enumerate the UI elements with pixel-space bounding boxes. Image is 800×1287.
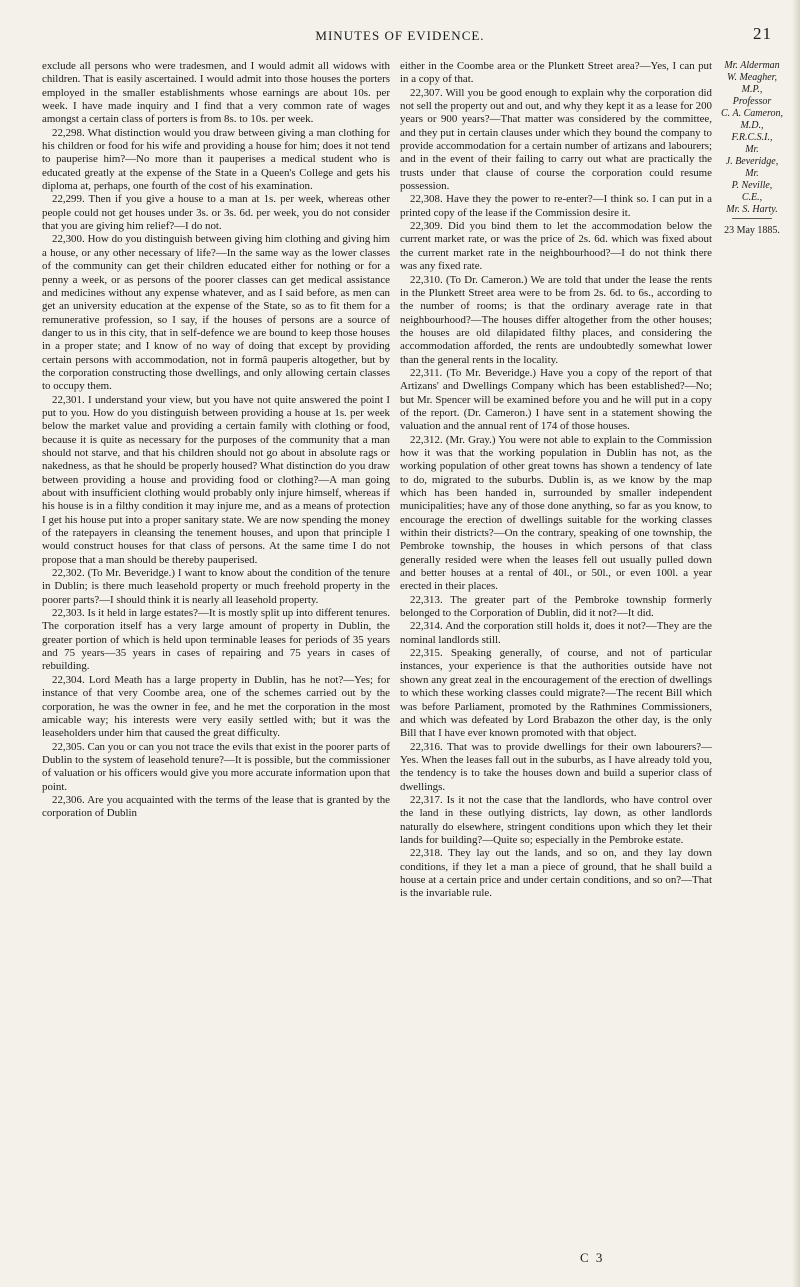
sidenote-line: Mr. bbox=[745, 168, 759, 179]
paragraph: 22,308. Have they the power to re-enter?—I think so. I can put in a printed copy of the lease if the Commission desire it. bbox=[400, 193, 712, 219]
sidenote-line: J. Beveridge, bbox=[725, 156, 779, 167]
paragraph: 22,303. Is it held in large estates?—It is mostly split up into different tenures. The corporation itself has a very large amount of property in Dublin, the greater portion of which is held upon terminable leases for periods of 35 years and 75 years—35 years in cases of repairing and 75 years in cases of rebuilding. bbox=[42, 607, 390, 673]
paragraph: 22,302. (To Mr. Beveridge.) I want to know about the condition of the tenure in Dublin; is there much leasehold property or much freehold property in the poorer parts?—I should think it is nearly all leasehold property. bbox=[42, 567, 390, 606]
paragraph: either in the Coombe area or the Plunkett Street area?—Yes, I can put in a copy of that. bbox=[400, 60, 712, 86]
sidenote-line: Mr. S. Harty. bbox=[726, 204, 778, 215]
sidenote-line: Mr. Alderman bbox=[724, 60, 780, 71]
paragraph: 22,317. Is it not the case that the landlords, who have control over the land in these outlying districts, lay down, as other landlords naturally do elsewhere, stringent conditions upon which they let their lands for building?—Quite so; especially in the Pembroke estate. bbox=[400, 793, 712, 846]
paragraph: 22,310. (To Dr. Cameron.) We are told that under the lease the rents in the Plunkett Street area were to be from 2s. 6d. to 6s., according to the number of rooms; is that the ordinary average rate in that neighbourhood?—The houses differ altogether from the other houses; the houses are old dilapidated filthy places, and considering the accommodation afforded, the rents are undoubtedly somewhat lower than the general rents in the locality. bbox=[400, 273, 712, 366]
paragraph: 22,306. Are you acquainted with the terms of the lease that is granted by the corporation of Dublin bbox=[42, 793, 390, 820]
paragraph: 22,316. That was to provide dwellings for their own labourers?—Yes. When the leases fall out in the suburbs, as I have already told you, the tendency is to take the houses down and build a superior class of dwellings. bbox=[400, 740, 712, 793]
sidenote-rule bbox=[732, 218, 772, 219]
sidenote-line: M.D., bbox=[740, 120, 764, 131]
paragraph: 22,311. (To Mr. Beveridge.) Have you a copy of the report of that Artizans' and Dwellings Company which has been established?—No; but Mr. Spencer will be examined before you and he will put in a copy of the report. (Dr. Cameron.) I have sent in a statement showing the valuation and the annual rent of 174 of those houses. bbox=[400, 366, 712, 433]
running-header bbox=[0, 24, 800, 48]
witness-sidenote bbox=[716, 60, 788, 237]
sidenote-line: Mr. bbox=[745, 144, 759, 155]
sidenote-line: C.E., bbox=[741, 192, 763, 203]
paragraph: 22,300. How do you distinguish between giving him clothing and giving him a house, or any other necessary of life?—In the same way as the lower classes of the community can get their children educated either for nothing or for a penny a week, or as persons of the poorer classes can get medical assistance and medicines without any expense whatever, and as I said before, as men can get an university education at the expense of the State, so as to fit them for a remunerative profession, so I say, if the houses of persons are a source of danger to us in this city, that in self-defence we are bound to keep those houses in a proper state; and I know of no way of doing that except by providing certain persons with accommodation, not in formâ pauperis altogether, but by the corporation constructing those dwellings, and only allowing certain classes to occupy them. bbox=[42, 233, 390, 393]
left-column bbox=[42, 60, 390, 821]
paragraph: exclude all persons who were tradesmen, and I would admit all widows with children. That is easily ascertained. I would admit into those houses the porters employed in the smaller establishments whose earnings are about 10s. per week. I have made inquiry and I find that a very common rate of wages amongst a certain class of porters is from 8s. to 10s. per week. bbox=[42, 60, 390, 126]
sidenote-line: P. Neville, bbox=[731, 180, 773, 191]
paragraph: 22,298. What distinction would you draw between giving a man clothing for his children or food for his wife and providing a house for him; does it not tend to pauperise him?—No more than it pauperises a medical student who is educated greatly at the expense of the State in a Queen's College and gets his diploma at, perhaps, one fourth of the cost of his examination. bbox=[42, 126, 390, 193]
paragraph: 22,301. I understand your view, but you have not quite answered the point I put to you. How do you distinguish between providing a house at 1s. per week below the market value and providing a certain family with clothing or food, because it is quite as necessary for the purposes of the community that a man should not starve, and that his children should not go about in absolute rags or nakedness, as that he should be properly housed? What distinction do you draw between providing a house and providing food or clothing?—A man going about with insufficient clothing would probably only injure himself, whereas if his house is in a filthy condition it may injure me, and as a means of protection I get his house put into a proper sanitary state. We are now spending the money of the ratepayers in cleansing the tenement houses, and upon that principle I would construct houses for that class of persons. At the same time I do not propose that a man should be thereby pauperised. bbox=[42, 393, 390, 566]
page-edge-shadow bbox=[792, 0, 800, 1287]
paragraph: 22,304. Lord Meath has a large property in Dublin, has he not?—Yes; for instance of that very Coombe area, one of the schemes carried out by the corporation, he was the owner in fee, and he met the corporation in the most amicable way; his interests were very easily settled with; but it was the leaseholders under him that caused the great difficulty. bbox=[42, 673, 390, 740]
page-title: MINUTES OF EVIDENCE. bbox=[315, 28, 485, 43]
sidenote-line: C. A. Cameron, bbox=[721, 108, 783, 119]
page-number: 21 bbox=[753, 24, 772, 43]
paragraph: 22,315. Speaking generally, of course, and not of particular instances, your experience is that the authorities outside have not shown any great zeal in the encouragement of the erection of dwellings to which these working classes could migrate?—The recent Bill which was before Parliament, promoted by the Rathmines Commissioners, and which was defeated by Lord Brabazon the other day, is the only Bill that I have ever known promoted with that object. bbox=[400, 647, 712, 740]
sidenote-line: W. Meagher, bbox=[727, 72, 777, 83]
paragraph: 22,314. And the corporation still holds it, does it not?—They are the nominal landlords still. bbox=[400, 620, 712, 646]
sidenote-line: F.R.C.S.I., bbox=[731, 132, 773, 143]
right-column bbox=[400, 60, 712, 901]
sidenote-line: M.P., bbox=[741, 84, 763, 95]
paragraph: 22,307. Will you be good enough to explain why the corporation did not sell the property out and out, and why they kept it as a lease for 200 years or 900 years?—That matter was considered by the committee, and they put in certain clauses under which they bound the company to provide accommodation for a certain number of artizans and labourers; and in the event of their failing to carry out what are practically the trusts under that clause of course the corporation could resume possession. bbox=[400, 86, 712, 193]
paragraph: 22,313. The greater part of the Pembroke township formerly belonged to the Corporation of Dublin, did it not?—It did. bbox=[400, 593, 712, 620]
sidenote-date: 23 May 1885. bbox=[724, 225, 780, 236]
signature-mark: C 3 bbox=[580, 1250, 605, 1265]
paragraph: 22,312. (Mr. Gray.) You were not able to explain to the Commission how it was that the working population in Dublin has not, as the working population of other great towns has shown a tendency of late to do, migrated to the suburbs. Dublin is, as we know by the map which has been handed in, surrounded by smaller independent municipalities; have any of those done anything, so far as you know, to encourage the erection of dwellings suitable for the working classes within their districts?—On the contrary, speaking of one township, the Pembroke township, the houses in which persons of that class generally resided were when the leases fell out usually pulled down and better houses at a rental of 40l., or 50l., or even 100l. a year erected in their places. bbox=[400, 433, 712, 593]
paragraph: 22,318. They lay out the lands, and so on, and they lay down conditions, if they let a man a piece of ground, that he shall build a house at a certain price and under certain conditions, and so on?—That is the invariable rule. bbox=[400, 847, 712, 900]
sidenote-line: Professor bbox=[732, 96, 772, 107]
paragraph: 22,305. Can you or can you not trace the evils that exist in the poorer parts of Dublin to the system of leasehold tenure?—It is possible, but the commissioner of valuation or his officers would give you more accurate information upon that point. bbox=[42, 740, 390, 793]
paragraph: 22,299. Then if you give a house to a man at 1s. per week, whereas other people could not get houses under 3s. or 3s. 6d. per week, you do not consider that you are giving him relief?—I do not. bbox=[42, 193, 390, 233]
paragraph: 22,309. Did you bind them to let the accommodation below the current market rate, or was the price of 2s. 6d. which was fixed about the current market rate in the neighbourhood?—I do not think there was any fixed rate. bbox=[400, 220, 712, 273]
